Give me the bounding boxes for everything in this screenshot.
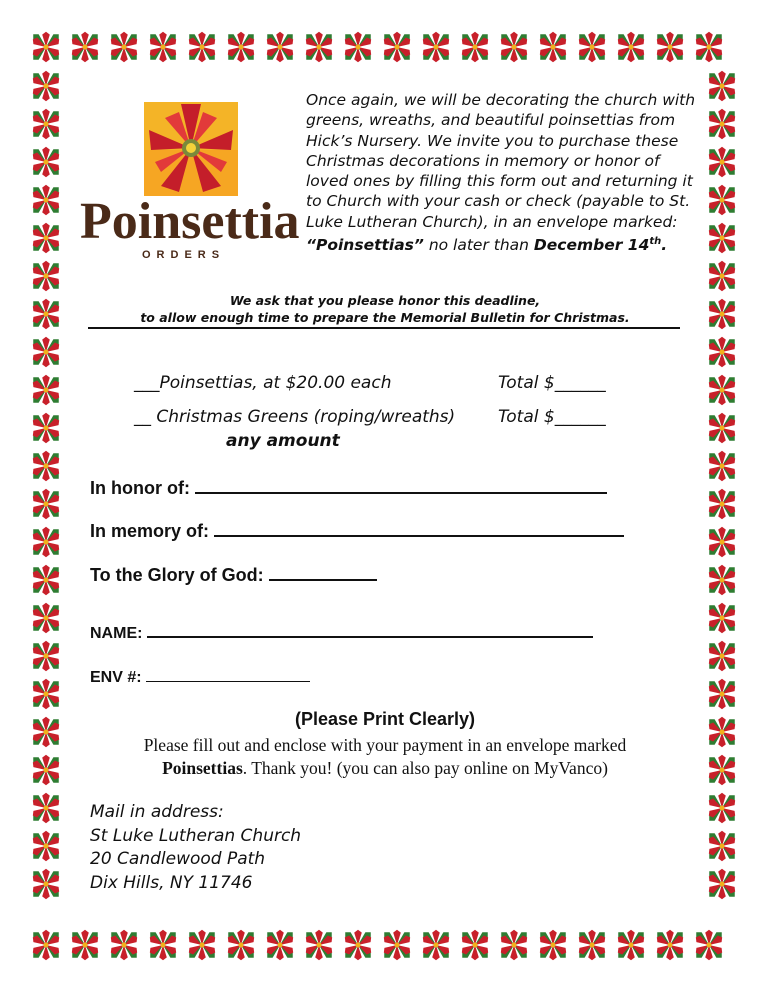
border-flower-icon <box>694 930 725 961</box>
name-label: NAME: <box>90 625 143 642</box>
border-flower-icon <box>707 717 738 748</box>
border-flower-icon <box>616 930 647 961</box>
border-flower-icon <box>265 32 296 63</box>
border-flower-icon <box>499 930 530 961</box>
border-flower-icon <box>707 527 738 558</box>
instructions <box>90 734 680 780</box>
border-flower-icon <box>421 930 452 961</box>
border-flower-icon <box>382 32 413 63</box>
border-flower-icon <box>538 32 569 63</box>
border-flower-icon <box>707 869 738 900</box>
border-flower-icon <box>707 337 738 368</box>
honor-label: In honor of: <box>90 478 190 498</box>
border-flower-icon <box>31 717 62 748</box>
border-flower-icon <box>31 831 62 862</box>
border-flower-icon <box>707 185 738 216</box>
memory-field[interactable] <box>90 521 624 542</box>
honor-input-line[interactable] <box>195 478 607 494</box>
border-flower-icon <box>707 755 738 786</box>
border-flower-icon <box>31 109 62 140</box>
border-flower-icon <box>31 641 62 672</box>
mail-line-3: Dix Hills, NY 11746 <box>90 872 253 893</box>
glory-input-line[interactable] <box>269 565 377 581</box>
border-flower-icon <box>382 930 413 961</box>
border-flower-icon <box>421 32 452 63</box>
border-flower-icon <box>148 930 179 961</box>
border-flower-icon <box>148 32 179 63</box>
border-flower-icon <box>707 793 738 824</box>
memory-input-line[interactable] <box>214 521 624 537</box>
intro-paragraph <box>306 90 696 256</box>
env-field[interactable] <box>90 667 310 687</box>
border-flower-icon <box>31 261 62 292</box>
border-flower-icon <box>226 930 257 961</box>
memory-label: In memory of: <box>90 521 210 541</box>
border-flower-icon <box>707 299 738 330</box>
any-amount-note: any amount <box>226 431 340 451</box>
border-flower-icon <box>616 32 647 63</box>
honor-field[interactable] <box>90 478 607 499</box>
border-flower-icon <box>31 565 62 596</box>
border-flower-icon <box>31 603 62 634</box>
glory-field[interactable] <box>90 565 377 586</box>
border-flower-icon <box>707 413 738 444</box>
border-flower-icon <box>707 489 738 520</box>
deadline-line-2: to allow enough time to prepare the Memorial Bulletin for Christmas. <box>140 310 630 325</box>
border-flower-icon <box>707 451 738 482</box>
border-flower-icon <box>304 32 335 63</box>
border-flower-icon <box>577 930 608 961</box>
border-flower-icon <box>707 71 738 102</box>
env-input-line[interactable] <box>146 667 310 682</box>
border-flower-icon <box>109 930 140 961</box>
border-flower-icon <box>31 147 62 178</box>
border-flower-icon <box>187 32 218 63</box>
deadline-line-1: We ask that you please honor this deadline, <box>229 293 541 308</box>
mail-address <box>90 801 301 895</box>
greens-total[interactable]: Total $______ <box>498 407 606 427</box>
poinsettias-item[interactable]: ___Poinsettias, at $20.00 each <box>134 373 392 393</box>
instructions-line-2: Poinsettias. Thank you! (you can also pay online on MyVanco) <box>162 758 608 778</box>
border-flower-icon <box>707 223 738 254</box>
name-input-line[interactable] <box>147 622 593 638</box>
border-flower-icon <box>70 930 101 961</box>
border-flower-icon <box>707 109 738 140</box>
border-flower-icon <box>577 32 608 63</box>
border-flower-icon <box>187 930 218 961</box>
border-flower-icon <box>31 375 62 406</box>
border-flower-icon <box>707 831 738 862</box>
border-flower-icon <box>304 930 335 961</box>
mail-heading: Mail in address: <box>90 802 224 822</box>
name-field[interactable] <box>90 622 593 643</box>
intro-later: no later than <box>423 236 534 255</box>
border-flower-icon <box>655 930 686 961</box>
border-flower-icon <box>707 261 738 292</box>
border-flower-icon <box>31 930 62 961</box>
deadline-notice <box>90 292 680 326</box>
border-flower-icon <box>70 32 101 63</box>
border-flower-icon <box>460 930 491 961</box>
env-label: ENV #: <box>90 669 142 686</box>
print-clearly-heading: (Please Print Clearly) <box>294 709 476 729</box>
border-flower-icon <box>31 755 62 786</box>
logo-sub: ORDERS <box>142 249 226 261</box>
border-flower-icon <box>343 930 374 961</box>
greens-item[interactable]: __ Christmas Greens (roping/wreaths) <box>134 407 456 427</box>
intro-date: December 14th. <box>533 236 668 255</box>
border-flower-icon <box>31 223 62 254</box>
logo-word: Poinsettia <box>80 193 300 250</box>
border-flower-icon <box>226 32 257 63</box>
border-flower-icon <box>31 527 62 558</box>
border-flower-icon <box>31 489 62 520</box>
border-flower-icon <box>343 32 374 63</box>
border-flower-icon <box>707 679 738 710</box>
border-flower-icon <box>109 32 140 63</box>
mail-line-1: St Luke Lutheran Church <box>90 825 302 846</box>
poinsettias-total[interactable]: Total $______ <box>498 373 606 393</box>
border-flower-icon <box>31 185 62 216</box>
border-flower-icon <box>538 930 569 961</box>
border-flower-icon <box>31 679 62 710</box>
intro-marked: “Poinsettias” <box>306 236 424 255</box>
border-flower-icon <box>694 32 725 63</box>
border-flower-icon <box>31 793 62 824</box>
border-flower-icon <box>31 299 62 330</box>
border-flower-icon <box>265 930 296 961</box>
border-flower-icon <box>31 32 62 63</box>
border-flower-icon <box>707 565 738 596</box>
border-flower-icon <box>655 32 686 63</box>
poinsettia-logo <box>80 96 300 266</box>
instructions-line-1: Please fill out and enclose with your payment in an envelope marked <box>143 735 627 755</box>
border-flower-icon <box>31 869 62 900</box>
border-flower-icon <box>499 32 530 63</box>
border-flower-icon <box>707 375 738 406</box>
intro-text: Once again, we will be decorating the church with greens, wreaths, and beautiful poinsettias from Hick’s Nursery. We invite you to purchase these Christmas decorations in memory or honor of loved ones by filling this form out and returning it to Church with your cash or check (payable to St. Luke Lutheran Church), in an envelope marked: <box>306 91 696 231</box>
mail-line-2: 20 Candlewood Path <box>90 849 266 869</box>
border-flower-icon <box>31 337 62 368</box>
border-flower-icon <box>31 451 62 482</box>
border-flower-icon <box>31 71 62 102</box>
glory-label: To the Glory of God: <box>90 565 264 585</box>
border-flower-icon <box>460 32 491 63</box>
border-flower-icon <box>707 147 738 178</box>
border-flower-icon <box>707 603 738 634</box>
border-flower-icon <box>31 413 62 444</box>
border-flower-icon <box>707 641 738 672</box>
divider <box>88 327 680 329</box>
